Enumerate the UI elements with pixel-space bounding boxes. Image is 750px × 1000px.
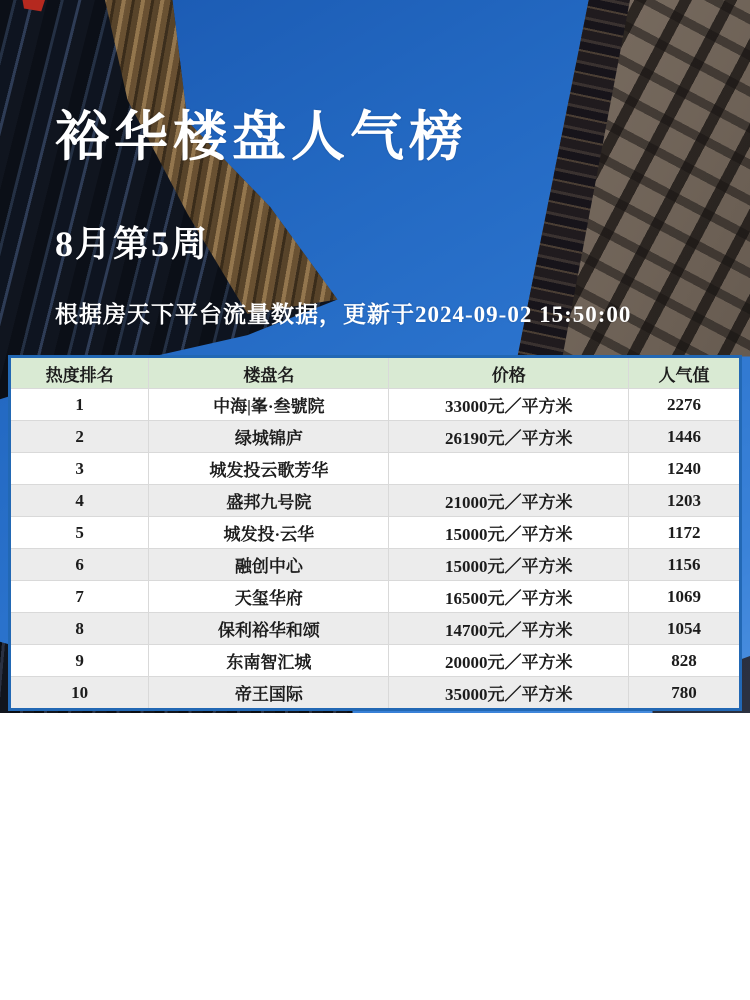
page-title: 裕华楼盘人气榜	[55, 107, 468, 167]
table-row	[10, 389, 741, 421]
column-header-popularity: 人气值	[629, 357, 741, 389]
ranking-table-header	[10, 357, 741, 389]
price-cell	[389, 453, 629, 485]
column-header-rank: 热度排名	[10, 357, 149, 389]
price-cell: 20000元／平方米	[389, 645, 629, 677]
rank-cell: 6	[10, 549, 149, 581]
table-row	[10, 517, 741, 549]
popularity-cell: 828	[629, 645, 741, 677]
table-row	[10, 485, 741, 517]
popularity-cell: 1446	[629, 421, 741, 453]
column-header-name: 楼盘名	[149, 357, 389, 389]
rank-cell: 9	[10, 645, 149, 677]
column-header-price: 价格	[389, 357, 629, 389]
popularity-cell: 1172	[629, 517, 741, 549]
table-row	[10, 677, 741, 710]
rank-cell: 7	[10, 581, 149, 613]
period-subtitle: 8月第5周	[55, 224, 210, 264]
price-cell: 35000元／平方米	[389, 677, 629, 710]
rank-cell: 4	[10, 485, 149, 517]
popularity-cell: 1156	[629, 549, 741, 581]
rank-cell: 2	[10, 421, 149, 453]
price-cell: 14700元／平方米	[389, 613, 629, 645]
name-cell: 保利裕华和颂	[149, 613, 389, 645]
name-cell: 融创中心	[149, 549, 389, 581]
name-cell: 绿城锦庐	[149, 421, 389, 453]
ranking-table	[8, 355, 742, 711]
name-cell: 中海|峯·叁號院	[149, 389, 389, 421]
rank-cell: 3	[10, 453, 149, 485]
price-cell: 15000元／平方米	[389, 517, 629, 549]
table-row	[10, 421, 741, 453]
rank-cell: 8	[10, 613, 149, 645]
price-cell: 33000元／平方米	[389, 389, 629, 421]
ranking-table-body	[10, 389, 741, 710]
rank-cell: 10	[10, 677, 149, 710]
price-cell: 15000元／平方米	[389, 549, 629, 581]
popularity-cell: 1054	[629, 613, 741, 645]
price-cell: 21000元／平方米	[389, 485, 629, 517]
name-cell: 城发投云歌芳华	[149, 453, 389, 485]
name-cell: 天玺华府	[149, 581, 389, 613]
rank-cell: 5	[10, 517, 149, 549]
price-cell: 16500元／平方米	[389, 581, 629, 613]
table-row	[10, 645, 741, 677]
popularity-cell: 1240	[629, 453, 741, 485]
price-cell: 26190元／平方米	[389, 421, 629, 453]
data-source-note: 根据房天下平台流量数据，更新于2024-09-02 15:50:00	[55, 302, 632, 327]
name-cell: 东南智汇城	[149, 645, 389, 677]
name-cell: 帝王国际	[149, 677, 389, 710]
table-row	[10, 549, 741, 581]
popularity-cell: 2276	[629, 389, 741, 421]
rank-cell: 1	[10, 389, 149, 421]
table-row	[10, 613, 741, 645]
popularity-cell: 1069	[629, 581, 741, 613]
popularity-cell: 780	[629, 677, 741, 710]
name-cell: 盛邦九号院	[149, 485, 389, 517]
name-cell: 城发投·云华	[149, 517, 389, 549]
table-row	[10, 453, 741, 485]
table-row	[10, 581, 741, 613]
popularity-cell: 1203	[629, 485, 741, 517]
